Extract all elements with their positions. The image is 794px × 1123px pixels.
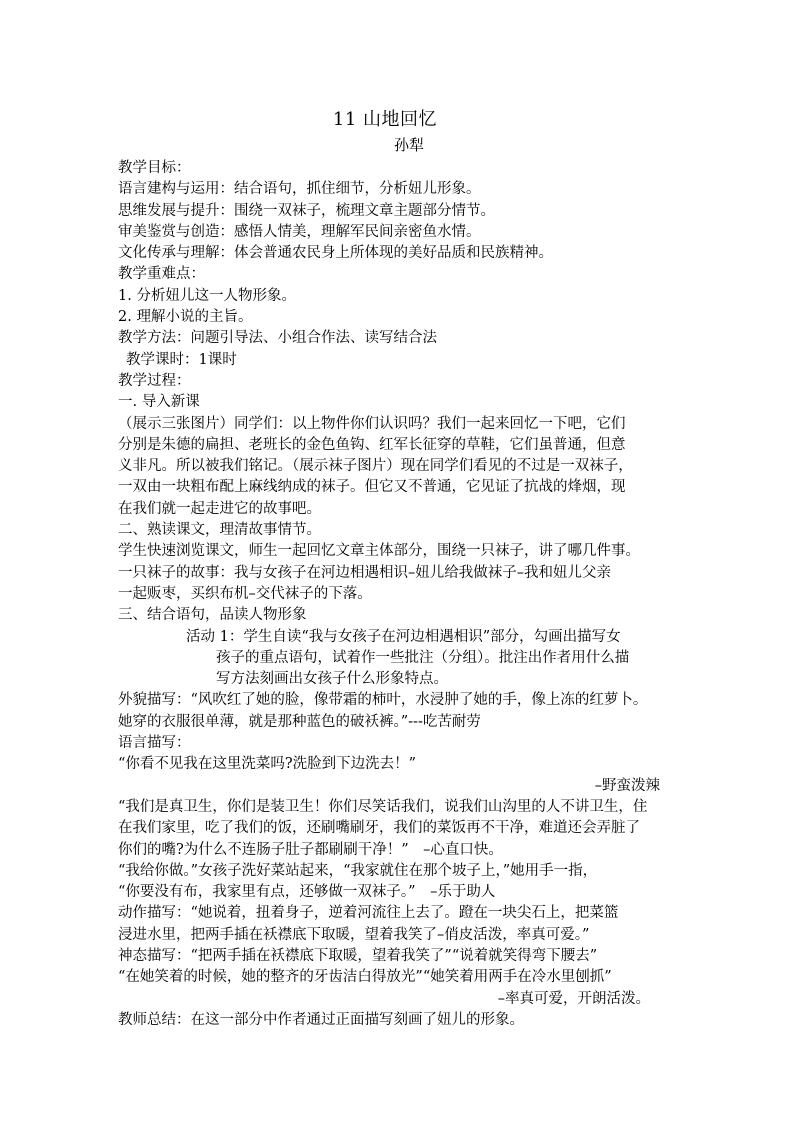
text-line: –野蛮泼辣 bbox=[594, 777, 660, 794]
text-line: （展示三张图片）同学们：以上物件你们认识吗？我们一起来回忆一下吧，它们 bbox=[118, 415, 626, 432]
text-line: 教学过程： bbox=[118, 372, 191, 389]
text-line: 教学目标： bbox=[118, 160, 191, 176]
text-line: 一起贩枣，买织布机–交代袜子的下落。 bbox=[118, 585, 372, 602]
text-line: 在我们就一起走进它的故事吧。 bbox=[118, 500, 321, 517]
text-line: 语言建构与运用：结合语句，抓住细节，分析妞儿形象。 bbox=[118, 181, 481, 198]
text-line: 文化传承与理解：体会普通农民身上所体现的美好品质和民族精神。 bbox=[118, 245, 553, 262]
text-line: 教师总结：在这一部分中作者通过正面描写刻画了妞儿的形象。 bbox=[118, 1011, 524, 1028]
text-line: 动作描写：“她说着，扭着身子，逆着河流往上去了。蹬在一块尖石上，把菜篮 bbox=[118, 905, 619, 922]
text-line: –率真可爱，开朗活泼。 bbox=[497, 990, 650, 1007]
text-line: 在我们家里，吃了我们的饭，还刷嘴刷牙，我们的菜饭再不干净，难道还会弄脏了 bbox=[118, 820, 640, 837]
text-line: “你看不见我在这里洗菜吗?洗脸到下边洗去！” bbox=[118, 756, 417, 773]
text-line: 分别是朱德的扁担、老班长的金色鱼钩、红军长征穿的草鞋，它们虽普通，但意 bbox=[118, 436, 626, 453]
text-line: 你们的嘴?为什么不连肠子肚子都刷刷干净！” –心直口快。 bbox=[118, 841, 503, 858]
text-line: 教学方法：问题引导法、小组合作法、读写结合法 bbox=[118, 330, 437, 347]
text-line: 思维发展与提升：围绕一双袜子，梳理文章主题部分情节。 bbox=[118, 202, 495, 219]
text-line: 孩子的重点语句，试着作一些批注（分组）。批注出作者用什么描 bbox=[216, 649, 630, 666]
text-line: 外貌描写：“风吹红了她的脸，像带霜的柿叶，水浸肿了她的手，像上冻的红萝卜。 bbox=[118, 692, 648, 709]
text-line: 教学课时：1课时 bbox=[126, 351, 237, 368]
text-line: 她穿的衣服很单薄，就是那种蓝色的破袄裤。”---吃苦耐劳 bbox=[118, 713, 481, 730]
text-line: 一. 导入新课 bbox=[118, 394, 200, 411]
text-line: “我给你做。”女孩子洗好菜站起来，“我家就住在那个坡子上，”她用手一指， bbox=[118, 862, 598, 879]
text-line: 审美鉴赏与创造：感悟人情美，理解军民间亲密鱼水情。 bbox=[118, 223, 481, 240]
text-line: 三、结合语句，品读人物形象 bbox=[118, 607, 307, 624]
text-line: 教学重难点： bbox=[118, 266, 205, 283]
lesson-title: 11 山地回忆 bbox=[332, 109, 438, 130]
text-line: 二、熟读课文，理清故事情节。 bbox=[118, 522, 321, 539]
text-line: 学生快速浏览课文，师生一起回忆文章主体部分，围绕一只袜子，讲了哪几件事。 bbox=[118, 543, 640, 560]
text-line: 神态描写：“把两手插在袄襟底下取暖，望着我笑了”“说着就笑得弯下腰去” bbox=[118, 947, 598, 964]
text-line: 写方法刻画出女孩子什么形象特点。 bbox=[216, 671, 448, 688]
text-line: 2. 理解小说的主旨。 bbox=[118, 309, 253, 326]
author-name: 孙犁 bbox=[393, 136, 424, 154]
text-line: 一只袜子的故事：我与女孩子在河边相遇相识–妞儿给我做袜子–我和妞儿父亲 bbox=[118, 564, 611, 581]
text-line: 1. 分析妞儿这一人物形象。 bbox=[118, 287, 296, 304]
text-line: 活动 1：学生自读“我与女孩子在河边相遇相识”部分，勾画出描写女 bbox=[186, 628, 621, 645]
text-line: 浸进水里，把两手插在袄襟底下取暖，望着我笑了–俏皮活泼，率真可爱。” bbox=[118, 926, 590, 943]
text-line: “在她笑着的时候，她的整齐的牙齿洁白得放光”“她笑着用两手在冷水里刨抓” bbox=[118, 969, 612, 986]
document-body bbox=[118, 158, 688, 1031]
text-line: 义非凡。所以被我们铭记。（展示袜子图片）现在同学们看见的不过是一双袜子， bbox=[118, 458, 633, 475]
text-line: “你要没有布，我家里有点，还够做一双袜子。” –乐于助人 bbox=[118, 884, 496, 901]
text-line: 一双由一块粗布配上麻线纳成的袜子。但它又不普通，它见证了抗战的烽烟，现 bbox=[118, 479, 626, 496]
text-line: “我们是真卫生，你们是装卫生！你们尽笑话我们，说我们山沟里的人不讲卫生，住 bbox=[118, 798, 648, 815]
text-line: 语言描写： bbox=[118, 735, 191, 752]
